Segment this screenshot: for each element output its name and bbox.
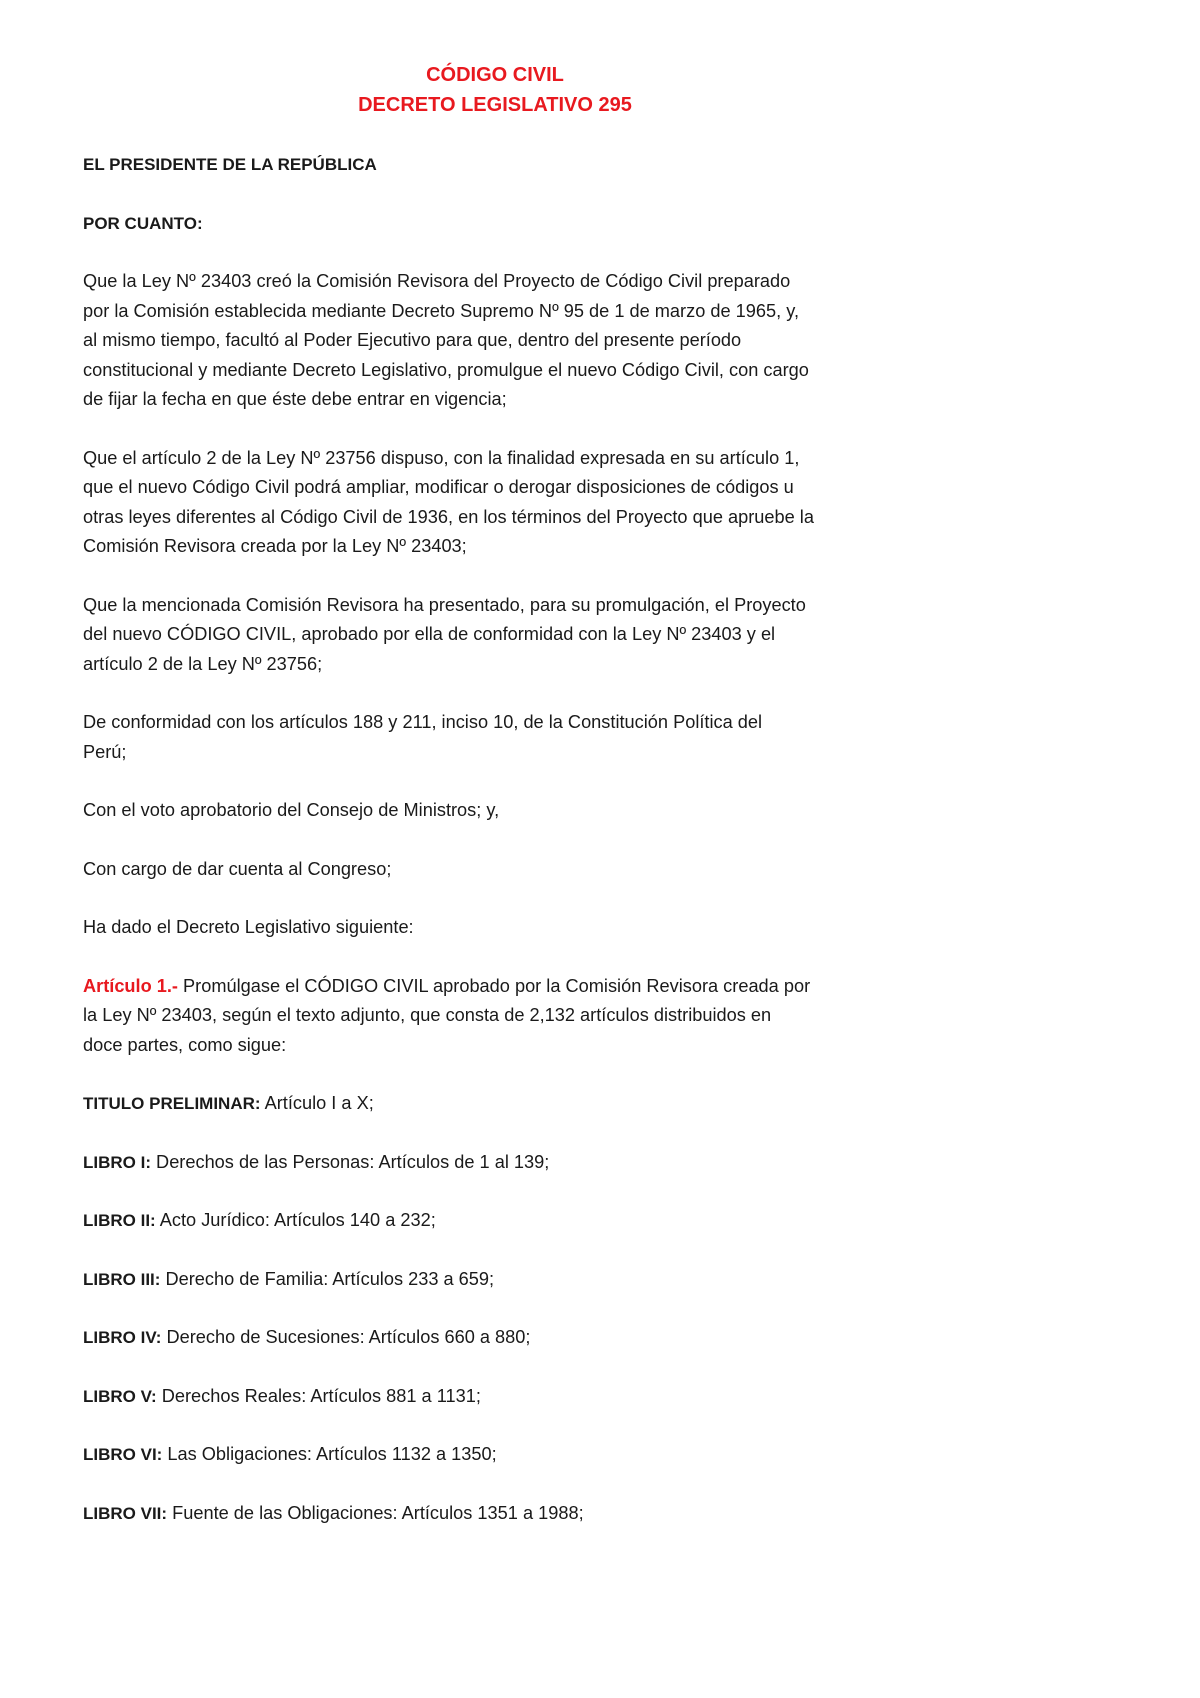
paragraph-line: Comisión Revisora creada por la Ley Nº 23403;	[83, 536, 467, 556]
paragraph-congreso: Con cargo de dar cuenta al Congreso;	[83, 858, 392, 879]
article-1-text: doce partes, como sigue:	[83, 1034, 287, 1055]
article-1-label: Artículo 1.-	[83, 975, 178, 996]
part-label: LIBRO I:	[83, 1152, 151, 1172]
part-titulo-preliminar	[83, 1089, 923, 1119]
paragraph-line: Perú;	[83, 741, 127, 762]
paragraph-line: constitucional y mediante Decreto Legislativo, promulgue el nuevo Código Civil, con cargo	[83, 359, 809, 380]
part-libro-iv	[83, 1323, 923, 1353]
part-text: Derecho de Familia: Artículos 233 a 659;	[160, 1268, 495, 1289]
por-cuanto-heading: POR CUANTO:	[83, 213, 203, 233]
part-label: LIBRO VI:	[83, 1445, 163, 1464]
paragraph-line: al mismo tiempo, facultó al Poder Ejecutivo para que, dentro del presente período	[83, 330, 742, 350]
part-libro-v	[83, 1382, 923, 1412]
paragraph-line: Que la mencionada Comisión Revisora ha presentado, para su promulgación, el Proyecto	[83, 594, 806, 615]
paragraph-decreto-siguiente: Ha dado el Decreto Legislativo siguiente:	[83, 917, 414, 937]
part-text: Derecho de Sucesiones: Artículos 660 a 880;	[161, 1327, 531, 1347]
paragraph-line: por la Comisión establecida mediante Decreto Supremo Nº 95 de 1 de marzo de 1965, y,	[83, 300, 800, 321]
part-libro-ii	[83, 1206, 923, 1236]
article-1	[83, 972, 923, 1061]
paragraph-line: de fijar la fecha en que éste debe entrar en vigencia;	[83, 389, 507, 409]
part-text: Derechos de las Personas: Artículos de 1 al 139;	[151, 1151, 550, 1172]
part-label: TITULO PRELIMINAR:	[83, 1094, 261, 1113]
part-text: Artículo I a X;	[260, 1093, 374, 1113]
document-header	[0, 60, 990, 120]
document-title: CÓDIGO CIVIL	[426, 64, 564, 86]
document-body	[83, 150, 923, 1528]
part-libro-vi	[83, 1440, 923, 1470]
part-text: Las Obligaciones: Artículos 1132 a 1350;	[162, 1444, 497, 1464]
paragraph-constitucion	[83, 708, 923, 767]
paragraph-line: otras leyes diferentes al Código Civil de 1936, en los términos del Proyecto que apruebe la	[83, 506, 814, 527]
paragraph-line: que el nuevo Código Civil podrá ampliar, modificar o derogar disposiciones de códigos u	[83, 477, 794, 497]
part-text: Fuente de las Obligaciones: Artículos 1351 a 1988;	[167, 1502, 584, 1523]
part-libro-i	[83, 1148, 923, 1178]
president-heading: EL PRESIDENTE DE LA REPÚBLICA	[83, 155, 377, 174]
paragraph-line: Que el artículo 2 de la Ley Nº 23756 dispuso, con la finalidad expresada en su artículo 1,	[83, 447, 800, 468]
part-label: LIBRO III:	[83, 1269, 161, 1289]
part-label: LIBRO VII:	[83, 1503, 168, 1523]
paragraph-line: artículo 2 de la Ley Nº 23756;	[83, 653, 323, 674]
article-1-text: Promúlgase el CÓDIGO CIVIL aprobado por la Comisión Revisora creada por	[178, 975, 811, 996]
paragraph-line: Que la Ley Nº 23403 creó la Comisión Revisora del Proyecto de Código Civil preparado	[83, 271, 791, 291]
part-text: Derechos Reales: Artículos 881 a 1131;	[156, 1385, 481, 1406]
paragraph-ley-23756	[83, 444, 923, 562]
paragraph-ley-23403	[83, 267, 923, 415]
part-label: LIBRO V:	[83, 1386, 157, 1406]
part-text: Acto Jurídico: Artículos 140 a 232;	[155, 1210, 436, 1230]
paragraph-line: del nuevo CÓDIGO CIVIL, aprobado por ella de conformidad con la Ley Nº 23403 y el	[83, 624, 776, 644]
part-libro-iii	[83, 1265, 923, 1295]
part-label: LIBRO IV:	[83, 1328, 162, 1347]
paragraph-consejo-ministros: Con el voto aprobatorio del Consejo de Ministros; y,	[83, 800, 500, 820]
part-libro-vii	[83, 1499, 923, 1529]
document-subtitle: DECRETO LEGISLATIVO 295	[358, 94, 632, 116]
paragraph-comision-revisora	[83, 591, 923, 680]
paragraph-line: De conformidad con los artículos 188 y 211, inciso 10, de la Constitución Política del	[83, 712, 763, 732]
article-1-text: la Ley Nº 23403, según el texto adjunto, que consta de 2,132 artículos distribuidos en	[83, 1005, 772, 1025]
part-label: LIBRO II:	[83, 1211, 156, 1230]
